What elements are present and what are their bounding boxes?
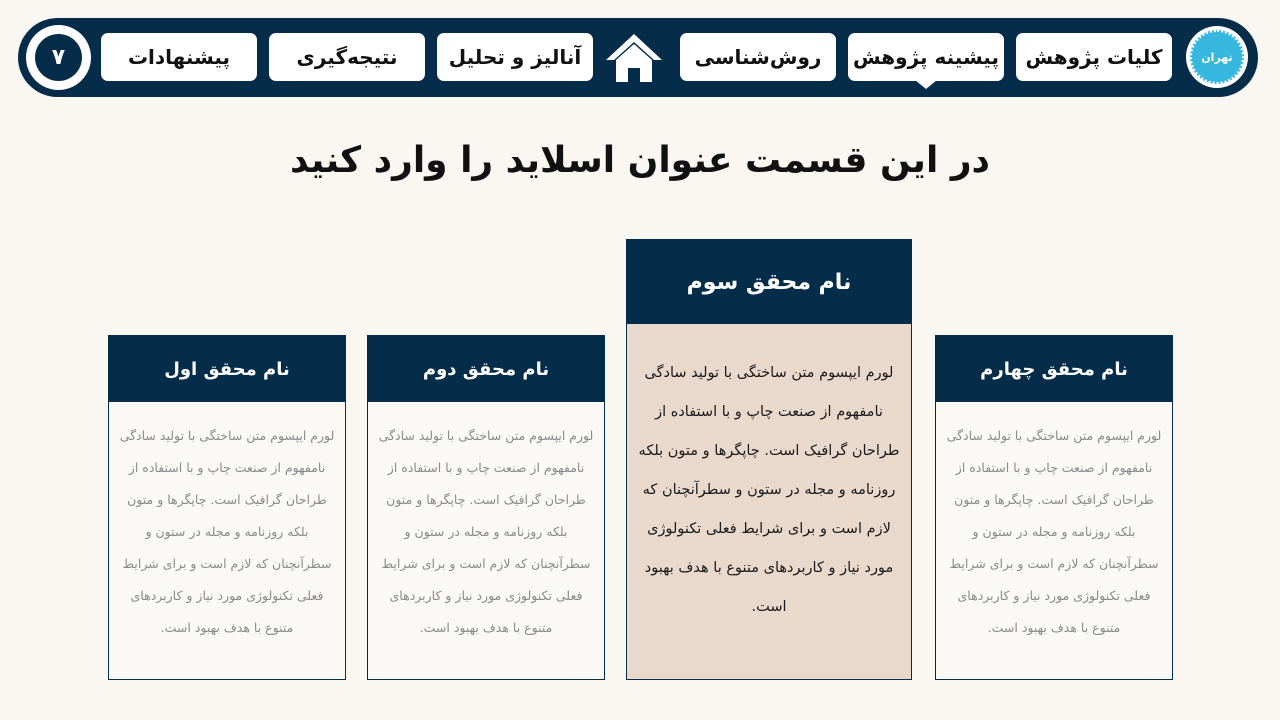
nav-item-research-overview[interactable]: کلیات پژوهش [1016,33,1172,81]
nav-item-conclusion[interactable]: نتیجه‌گیری [269,33,425,81]
university-logo [1186,26,1248,88]
researcher-card-2 [367,335,605,680]
logo-emblem: تهران [1190,30,1244,84]
researcher-description: لورم ایپسوم متن ساختگی با تولید سادگی نامفهوم از صنعت چاپ و با استفاده از طراحان گرافیک است. چاپگرها و متون بلکه روزنامه و مجله در ستون و سطرآنچنان که لازم است و برای شرایط فعلی تکنولوژی مورد نیاز و کاربردهای متنوع با هدف بهبود است. [378,428,594,635]
researcher-name: نام محقق دوم [368,336,604,402]
nav-item-methodology[interactable]: روش‌شناسی [680,33,836,81]
nav-item-literature-review[interactable]: پیشینه پژوهش [848,33,1004,81]
top-navigation-bar [18,18,1258,97]
nav-item-suggestions[interactable]: پیشنهادات [101,33,257,81]
researcher-card-1 [108,335,346,680]
researcher-name: نام محقق اول [109,336,345,402]
researcher-description: لورم ایپسوم متن ساختگی با تولید سادگی نامفهوم از صنعت چاپ و با استفاده از طراحان گرافیک است. چاپگرها و متون بلکه روزنامه و مجله در ستون و سطرآنچنان که لازم است و برای شرایط فعلی تکنولوژی مورد نیاز و کاربردهای متنوع با هدف بهبود است. [119,428,335,635]
researcher-card-3 [626,239,912,680]
researcher-name: نام محقق سوم [627,240,911,324]
home-icon [604,30,664,86]
researcher-description: لورم ایپسوم متن ساختگی با تولید سادگی نامفهوم از صنعت چاپ و با استفاده از طراحان گرافیک است. چاپگرها و متون بلکه روزنامه و مجله در ستون و سطرآنچنان که لازم است و برای شرایط فعلی تکنولوژی مورد نیاز و کاربردهای متنوع با هدف بهبود است. [638,365,900,615]
slide-title: در این قسمت عنوان اسلاید را وارد کنید [289,140,991,181]
page-number: ۷ [35,34,82,81]
researcher-card-4 [935,335,1173,680]
researcher-description: لورم ایپسوم متن ساختگی با تولید سادگی نامفهوم از صنعت چاپ و با استفاده از طراحان گرافیک است. چاپگرها و متون بلکه روزنامه و مجله در ستون و سطرآنچنان که لازم است و برای شرایط فعلی تکنولوژی مورد نیاز و کاربردهای متنوع با هدف بهبود است. [946,428,1162,635]
nav-item-analysis[interactable]: آنالیز و تحلیل [437,33,593,81]
page-number-badge [26,25,91,90]
researcher-name: نام محقق چهارم [936,336,1172,402]
home-button[interactable] [604,30,664,86]
